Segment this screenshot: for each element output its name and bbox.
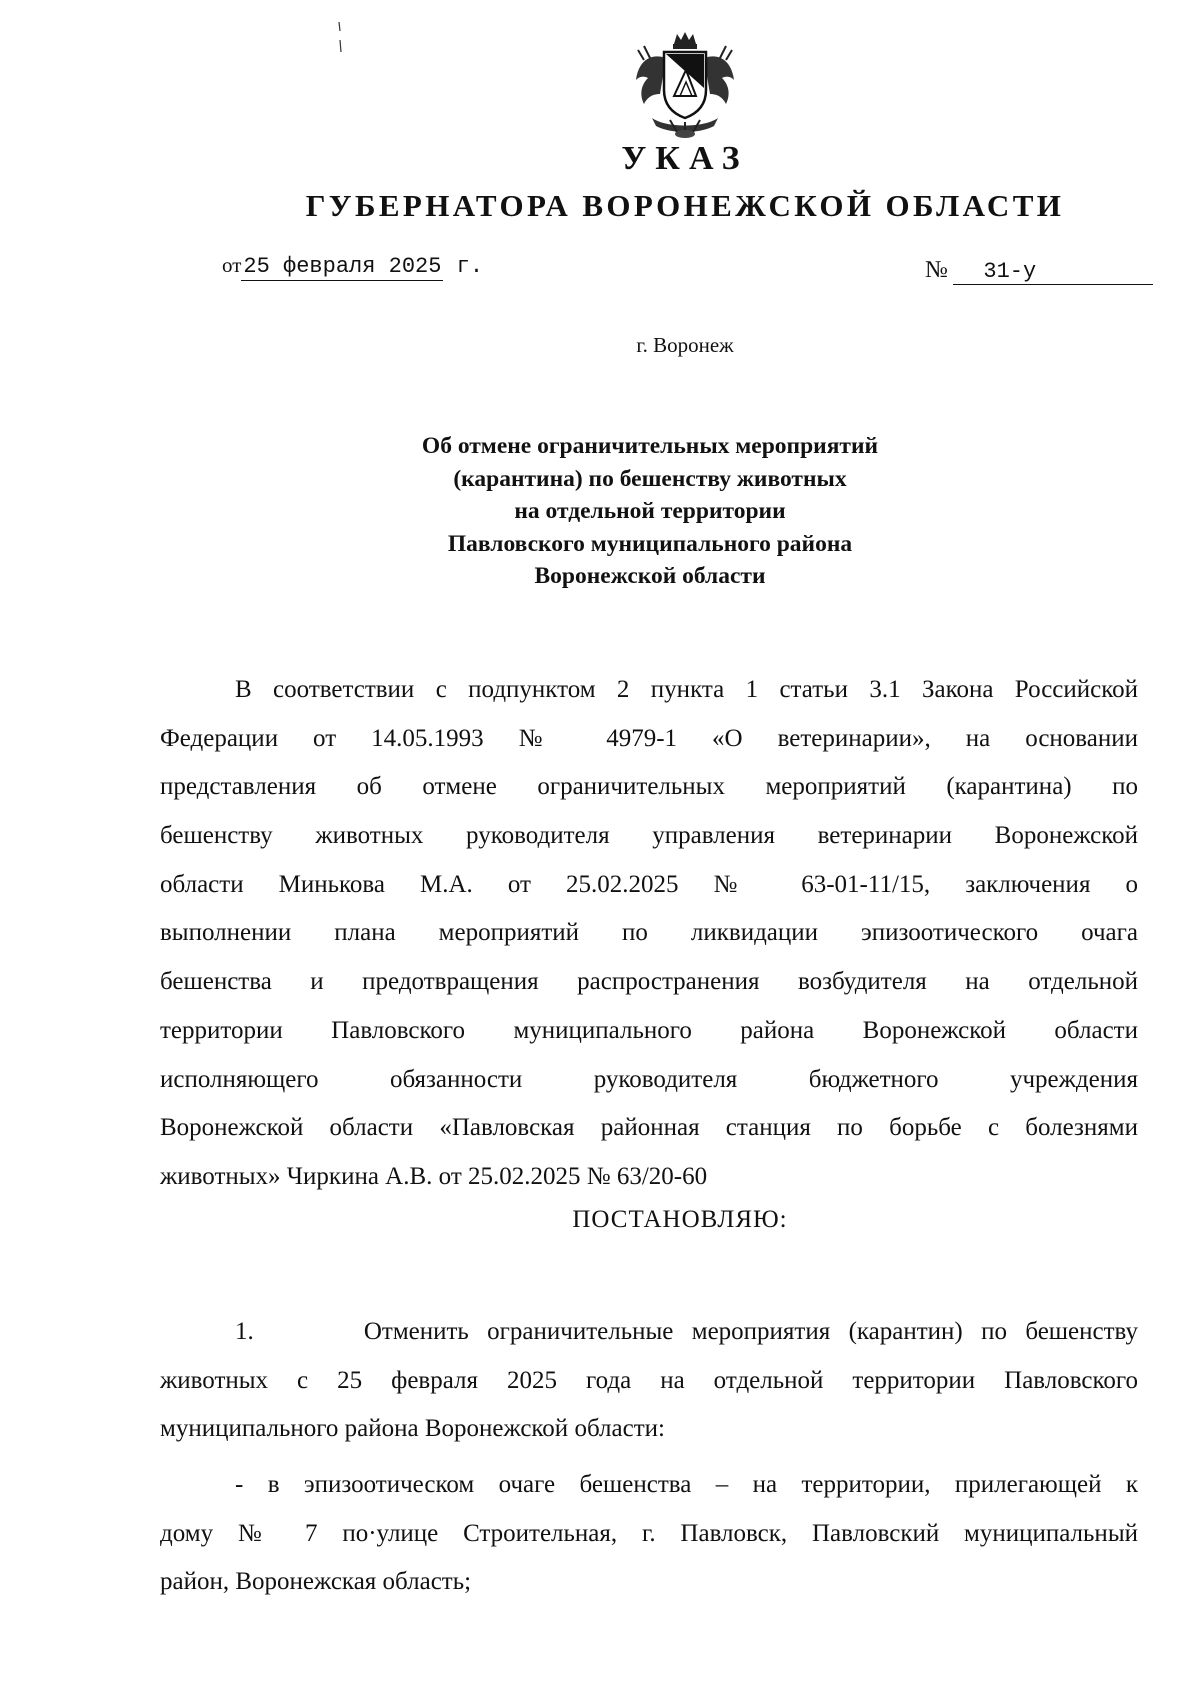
document-date-line [222,253,483,281]
body-line: области Минькова М.А. от 25.02.2025 № 63-01-11/15, заключения о [160,870,1138,898]
body-line: Воронежской области «Павловская районная станция по борьбе с болезнями [160,1114,1138,1142]
preamble-paragraph [160,666,1138,1202]
body-line: животных с 25 февраля 2025 года на отдельной территории Павловского [160,1366,1138,1394]
body-line: дому № 7 по·улице Строительная, г. Павловск, Павловский муниципальный [160,1519,1138,1547]
body-line: В соответствии с подпунктом 2 пункта 1 статьи 3.1 Закона Российской [235,676,1138,703]
voronezh-coat-of-arms-icon [630,30,740,142]
body-line: бешенству животных руководителя управления ветеринарии Воронежской [160,822,1138,850]
scan-artifact-mark [337,22,343,54]
document-title: УКАЗ [621,140,749,177]
decree-item-1 [160,1308,1138,1454]
body-line: выполнении плана мероприятий по ликвидации эпизоотического очага [160,919,1138,947]
body-line: животных» Чиркина А.В. от 25.02.2025 № 63/20-60 [160,1162,708,1190]
body-line: бешенства и предотвращения распространения возбудителя на отдельной [160,968,1138,996]
document-city: г. Воронеж [636,333,734,357]
body-line: муниципального района Воронежской области: [160,1415,665,1443]
document-date: 25 февраля 2025 [243,254,442,279]
decree-item-1-subpoint [160,1461,1138,1607]
body-line: район, Воронежская область; [160,1568,472,1596]
body-line: Федерации от 14.05.1993 № 4979-1 «О ветеринарии», на основании [160,724,1138,752]
document-subject [300,430,1000,593]
body-line: исполняющего обязанности руководителя бюджетного учреждения [160,1065,1138,1093]
number-prefix: № [925,257,948,283]
body-line: территории Павловского муниципального района Воронежской области [160,1016,1138,1044]
date-suffix: г. [456,254,484,279]
body-line: 1. Отменить ограничительные мероприятия (карантин) по бешенству [235,1318,1138,1345]
subject-line: Павловского муниципального района [447,530,853,557]
document-subtitle: ГУБЕРНАТОРА ВОРОНЕЖСКОЙ ОБЛАСТИ [305,188,1065,223]
subject-line: (карантина) по бешенству животных [453,465,847,492]
document-number: 31-у [953,259,1153,285]
subject-line: Об отмене ограничительных мероприятий [421,433,879,459]
subject-line: на отдельной территории [514,498,786,524]
subject-line: Воронежской области [534,563,766,589]
date-prefix: от [222,253,242,277]
body-line: - в эпизоотическом очаге бешенства – на территории, прилегающей к [235,1471,1138,1498]
body-line: представления об отмене ограничительных мероприятий (карантина) по [160,773,1138,801]
decree-heading: ПОСТАНОВЛЯЮ: [572,1206,788,1233]
document-number-line [925,257,1165,285]
